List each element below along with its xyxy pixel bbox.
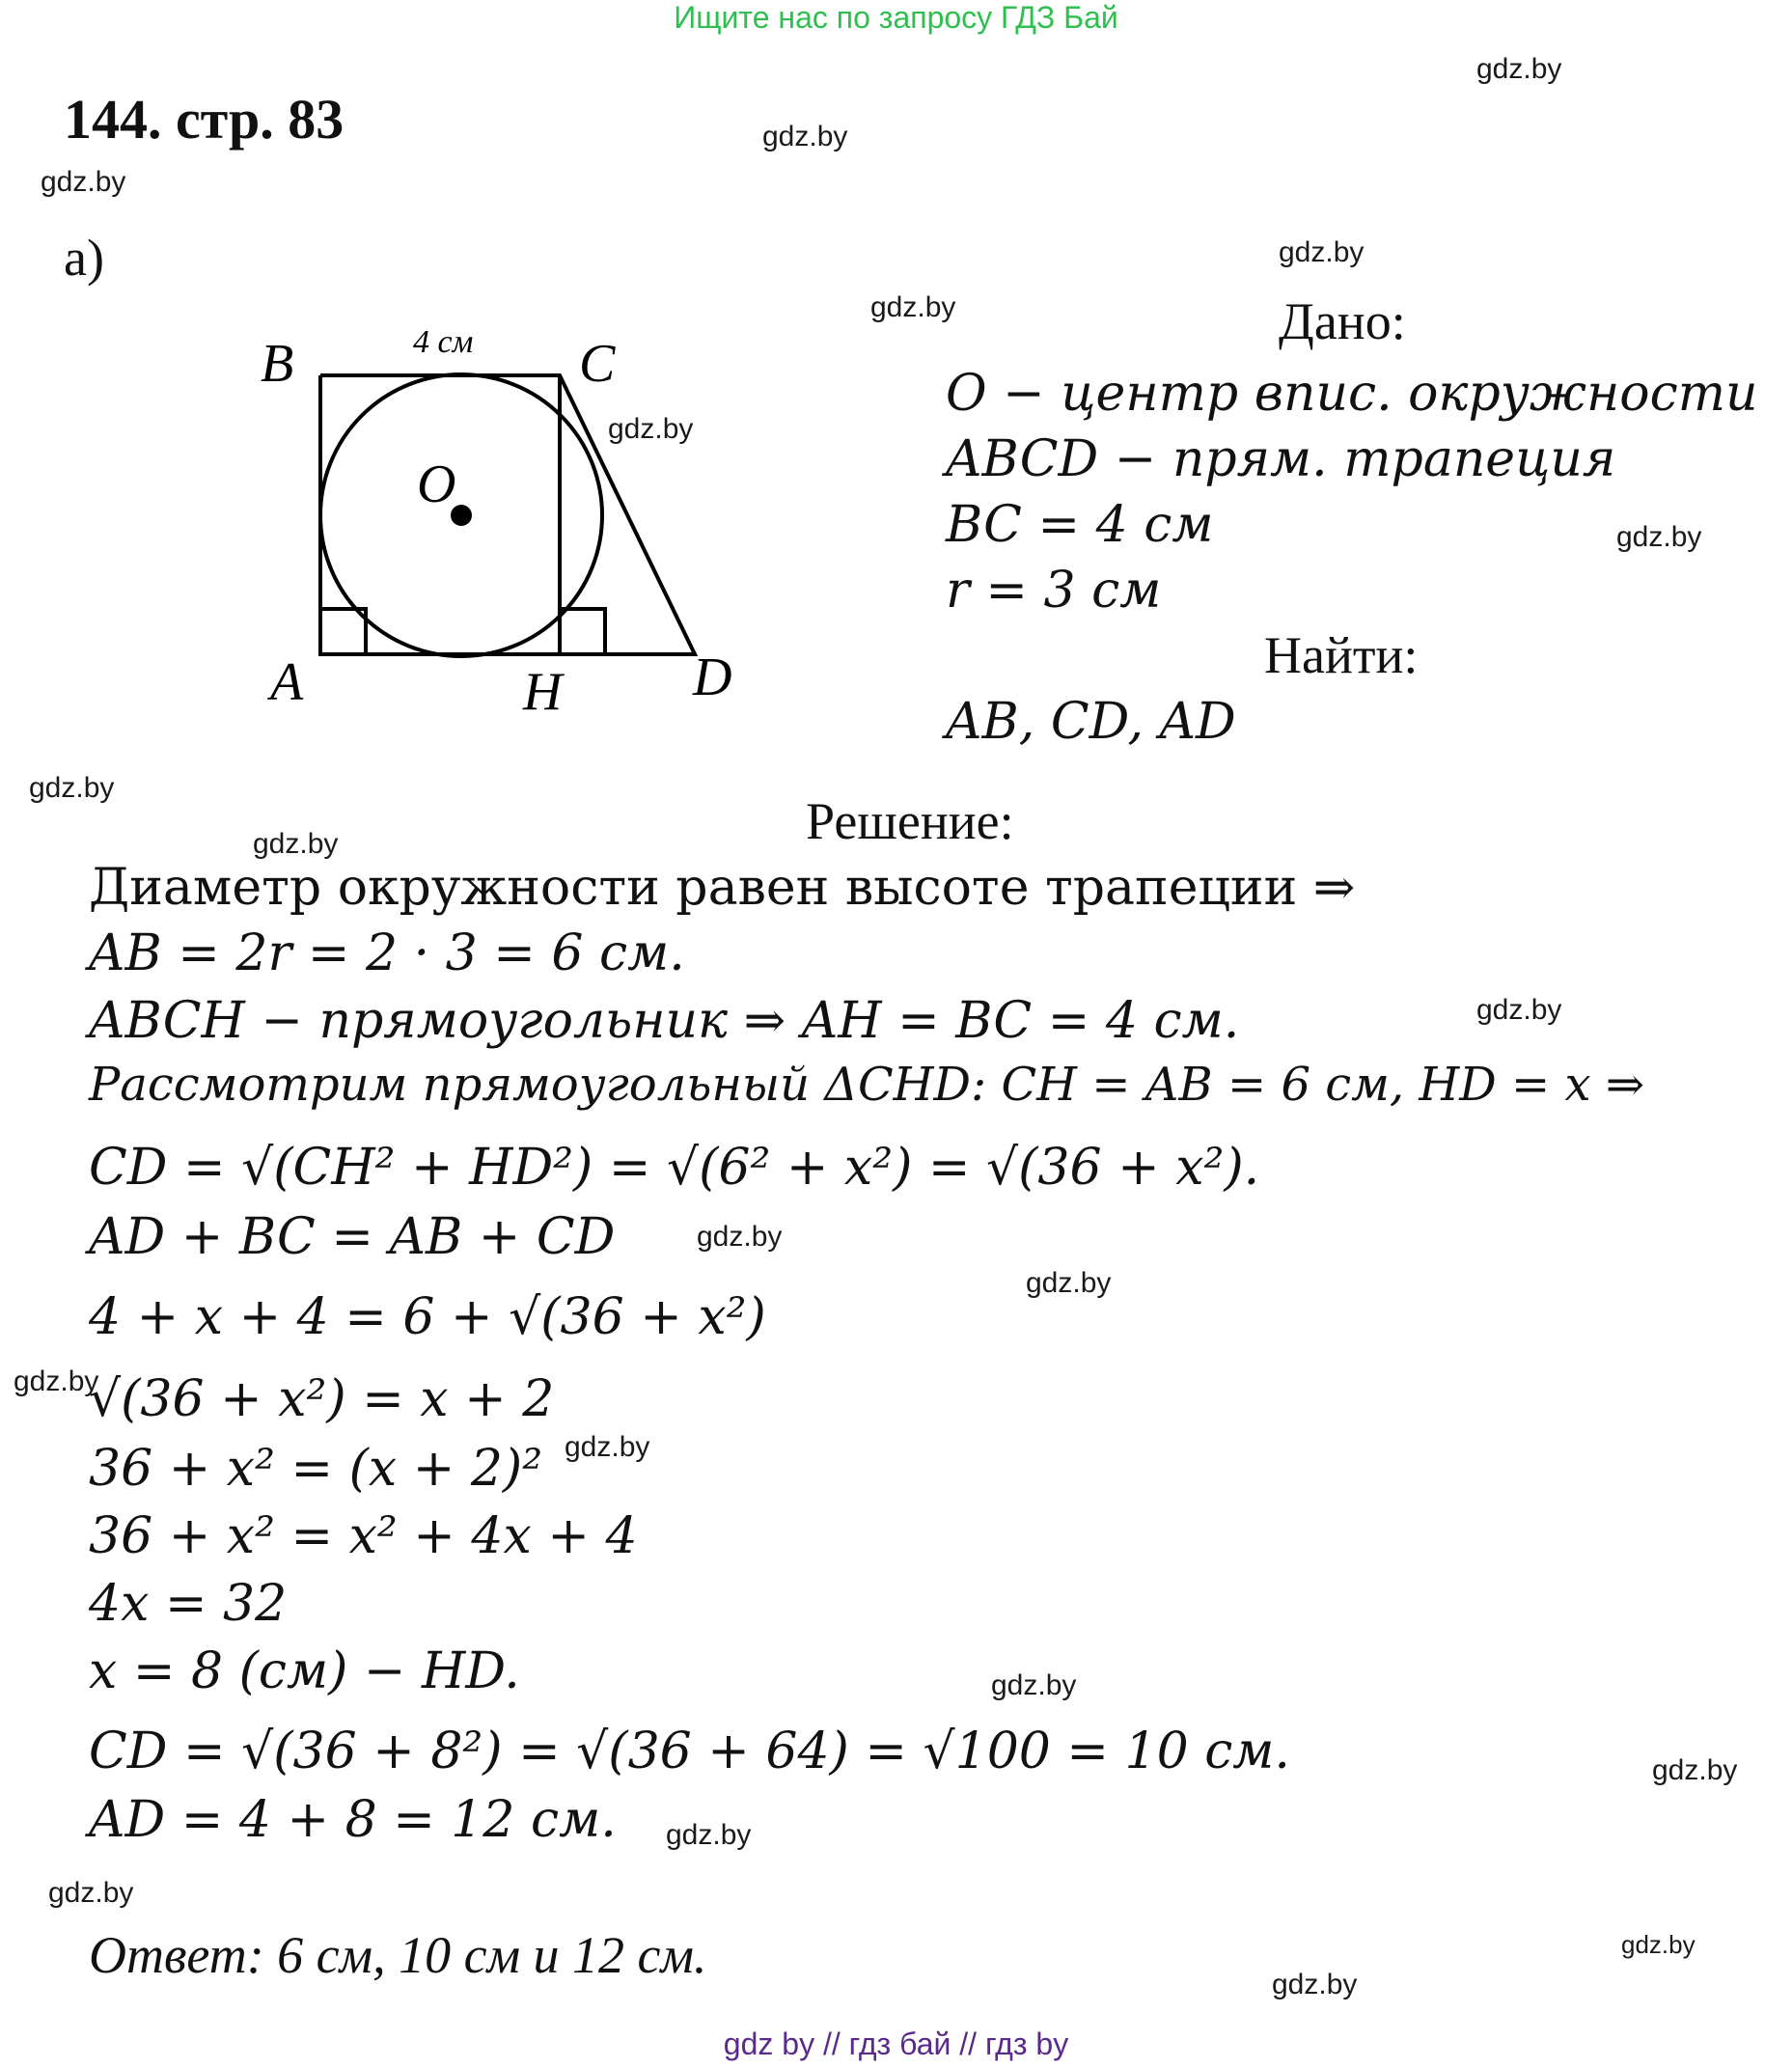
watermark: gdz.by: [870, 291, 956, 323]
watermark: gdz.by: [1621, 1930, 1696, 1959]
given-heading: Дано:: [1279, 292, 1406, 350]
watermark: gdz.by: [1652, 1754, 1738, 1786]
watermark: gdz.by: [48, 1877, 134, 1909]
watermark: gdz.by: [253, 828, 339, 860]
solution-line-10: 36 + x² = x² + 4x + 4: [89, 1507, 638, 1565]
watermark: gdz.by: [1026, 1267, 1112, 1299]
solution-line-6: AD + BC = AB + CD: [89, 1208, 616, 1266]
watermark: gdz.by: [1272, 1969, 1358, 2000]
solution-line-4: Рассмотрим прямоугольный ΔCHD: CH = AB = 6 см, HD = x ⇒: [89, 1058, 1645, 1112]
find-heading: Найти:: [1264, 626, 1419, 684]
footer-links: gdz by // гдз бай // гдз by: [723, 2027, 1069, 2061]
watermark: gdz.by: [1476, 994, 1562, 1026]
watermark: gdz.by: [1616, 521, 1702, 553]
label-d: D: [693, 648, 732, 707]
watermark: gdz.by: [1476, 53, 1562, 85]
exercise-title: 144. стр. 83: [64, 88, 345, 151]
watermark: gdz.by: [991, 1669, 1077, 1701]
given-line-4: r = 3 см: [946, 562, 1162, 620]
watermark: gdz.by: [762, 121, 848, 152]
search-banner: Ищите нас по запросу ГДЗ Бай: [674, 0, 1118, 35]
solution-line-3: ABCH − прямоугольник ⇒ AH = BC = 4 см.: [89, 992, 1240, 1050]
solution-line-14: AD = 4 + 8 = 12 см.: [89, 1791, 617, 1849]
right-angle-h: [560, 609, 605, 654]
label-a: A: [270, 652, 304, 712]
part-label: а): [64, 229, 104, 287]
given-line-3: BC = 4 см: [946, 496, 1214, 554]
label-b: B: [261, 334, 294, 394]
solution-line-5: CD = √(CH² + HD²) = √(6² + x²) = √(36 + x²).: [89, 1139, 1260, 1197]
solution-line-7: 4 + x + 4 = 6 + √(36 + x²): [89, 1288, 766, 1346]
solution-line-8: √(36 + x²) = x + 2: [89, 1370, 555, 1428]
watermark: gdz.by: [1279, 236, 1365, 268]
watermark: gdz.by: [565, 1431, 650, 1463]
label-bc-length: 4 см: [413, 324, 474, 360]
label-c: C: [579, 334, 616, 394]
watermark: gdz.by: [608, 413, 694, 445]
solution-line-11: 4x = 32: [89, 1575, 288, 1633]
find-line: AB, CD, AD: [946, 693, 1236, 751]
solution-line-2: AB = 2r = 2 · 3 = 6 см.: [89, 924, 685, 982]
answer-line: Ответ: 6 см, 10 см и 12 см.: [89, 1926, 707, 1984]
given-line-1: O − центр впис. окружности: [946, 365, 1758, 423]
trapezoid-figure: [251, 309, 772, 724]
watermark: gdz.by: [29, 772, 115, 804]
solution-line-13: CD = √(36 + 8²) = √(36 + 64) = √100 = 10 см.: [89, 1723, 1290, 1780]
watermark: gdz.by: [666, 1819, 752, 1851]
solution-line-9: 36 + x² = (x + 2)²: [89, 1440, 543, 1498]
watermark: gdz.by: [697, 1221, 783, 1253]
right-angle-a: [320, 609, 366, 654]
watermark: gdz.by: [14, 1365, 99, 1397]
given-line-2: ABCD − прям. трапеция: [946, 430, 1616, 488]
watermark: gdz.by: [41, 166, 126, 198]
label-o: O: [417, 455, 456, 514]
solution-line-12: x = 8 (см) − HD.: [89, 1642, 520, 1700]
solution-line-1: Диаметр окружности равен высоте трапеции ⇒: [89, 859, 1356, 917]
label-h: H: [523, 662, 563, 722]
solution-heading: Решение:: [806, 792, 1014, 850]
